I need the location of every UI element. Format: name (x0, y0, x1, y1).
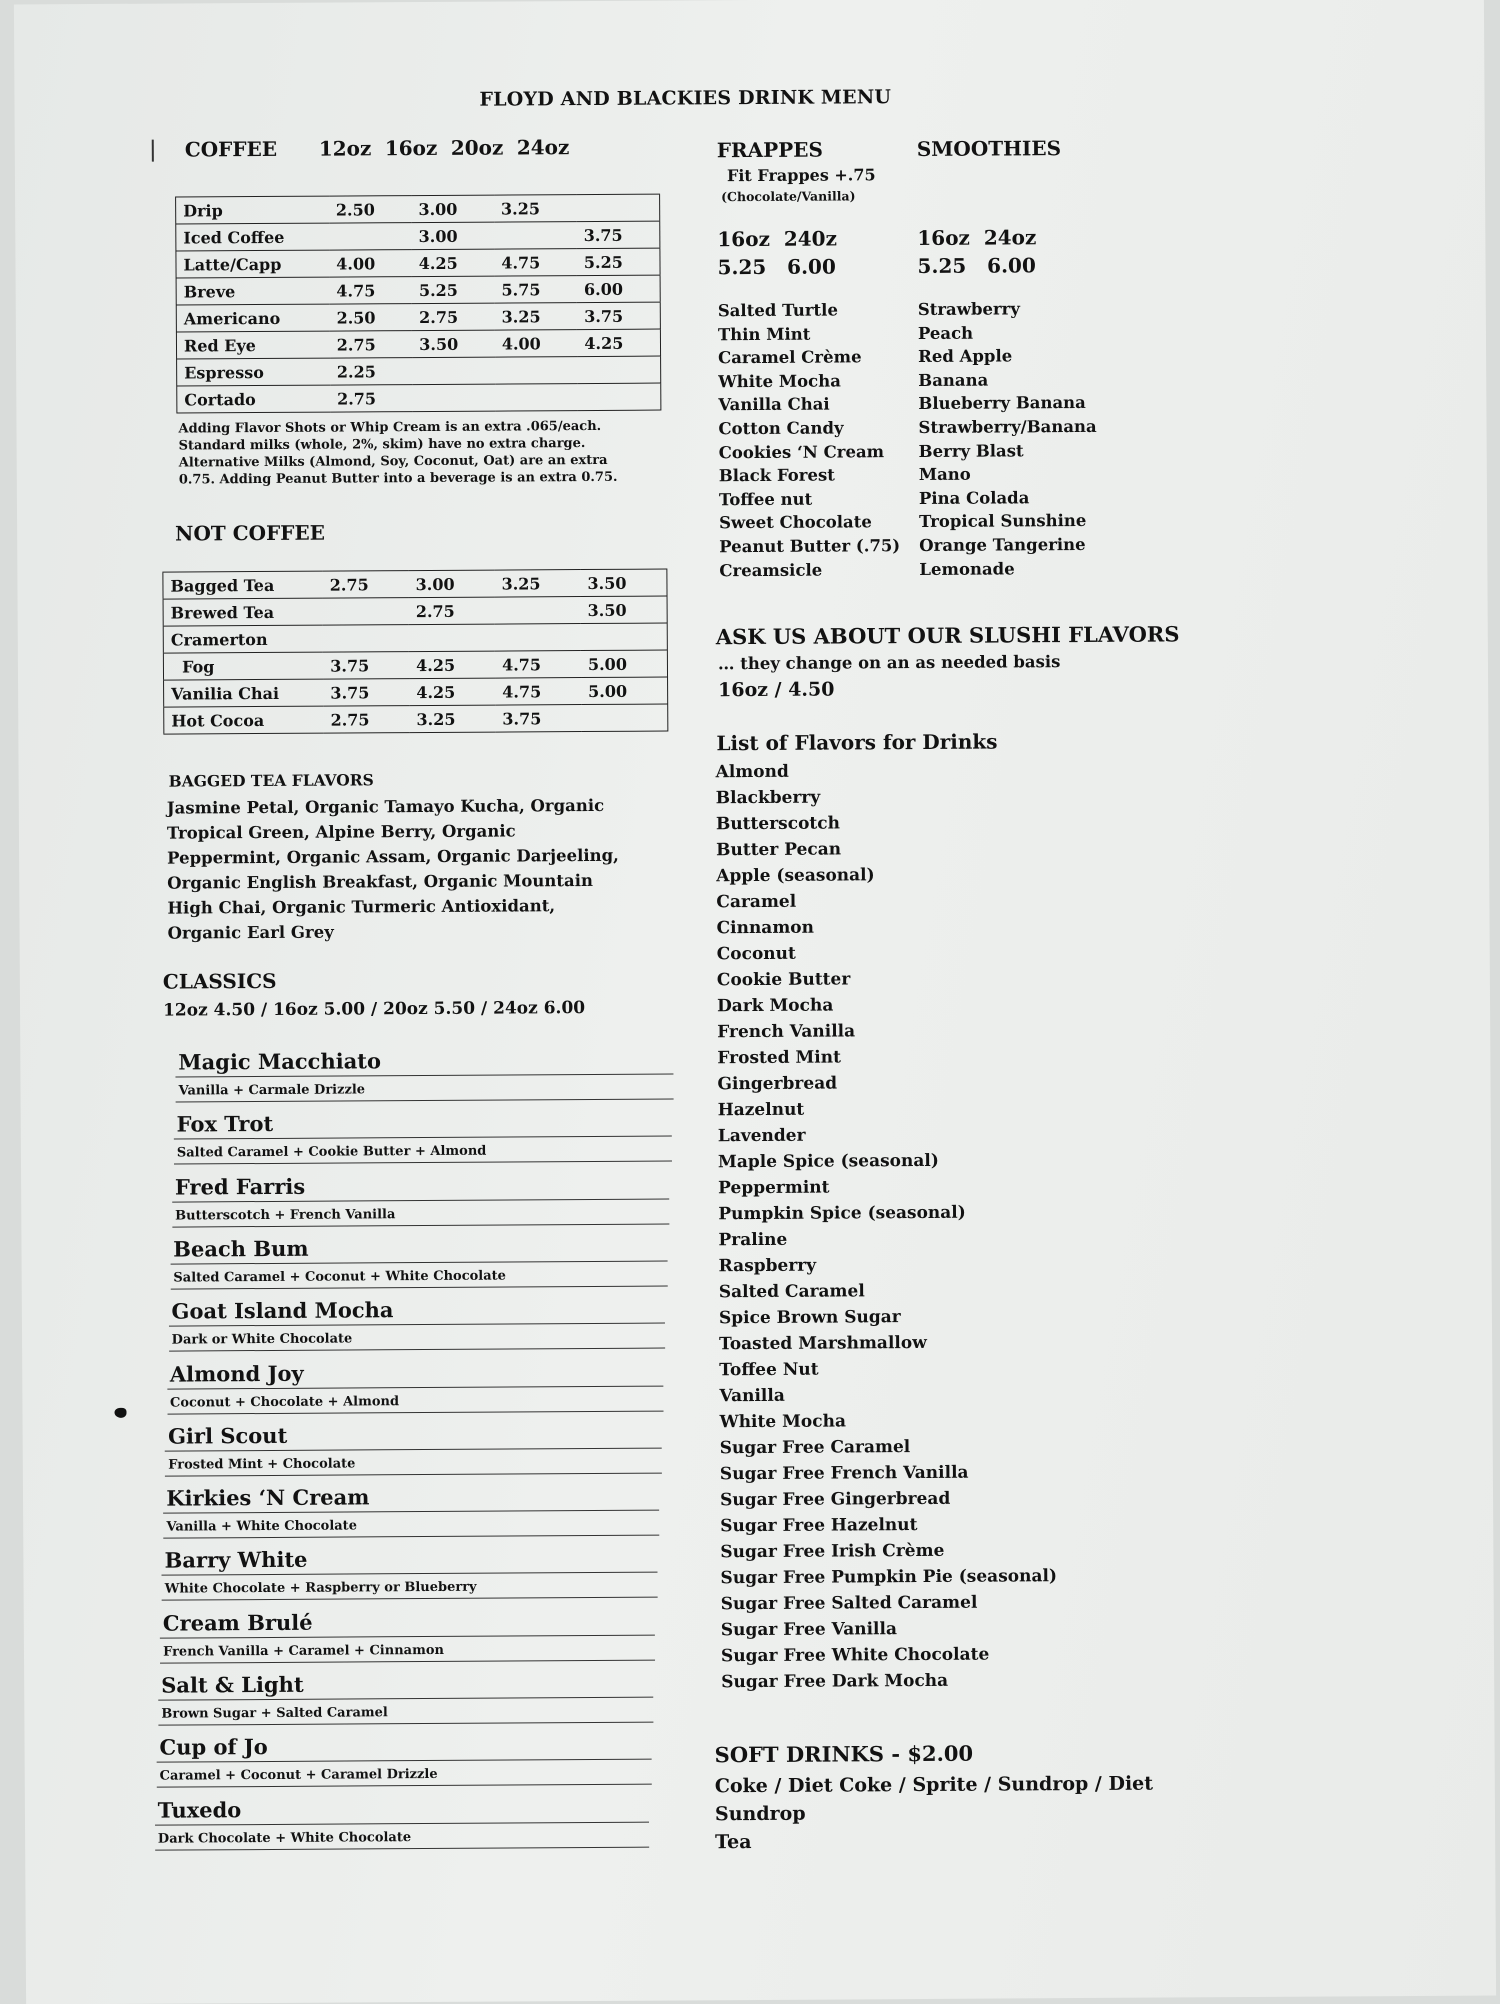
classic-desc: Dark or White Chocolate (169, 1327, 666, 1352)
drink-flavor-list (716, 757, 1058, 1695)
price-cell (409, 624, 495, 652)
frappe-flavor: Cotton Candy (718, 418, 844, 439)
price-cell (412, 357, 495, 385)
price-cell: 2.75 (330, 331, 413, 359)
price-row (177, 356, 661, 386)
classic-item (174, 1108, 672, 1165)
not-coffee-price-table (162, 569, 668, 735)
price-row (163, 569, 667, 599)
classics-prices: 12oz 4.50 / 16oz 5.00 / 20oz 5.50 / 24oz 6.00 (162, 998, 586, 1021)
slushi-heading: ASK US ABOUT OUR SLUSHI FLAVORS (715, 621, 1180, 650)
price-cell: 4.25 (409, 678, 495, 706)
price-cell: 4.25 (412, 249, 495, 277)
drink-name: Americano (176, 304, 329, 332)
classic-name: Beach Bum (170, 1232, 667, 1264)
drink-name: Vanilia Chai (164, 679, 324, 707)
price-cell: 3.50 (580, 569, 667, 597)
drink-name: Red Eye (176, 331, 329, 359)
size-20oz: 20oz (450, 135, 504, 160)
smoothie-flavor: Red Apple (918, 346, 1013, 367)
size-16oz: 16oz (384, 135, 438, 161)
coffee-price-table (175, 194, 661, 414)
smoothie-flavor: Pina Colada (918, 488, 1030, 508)
flavor-item: Sugar Free Salted Caramel (720, 1592, 978, 1615)
price-cell: 3.50 (412, 330, 495, 358)
soft-drink-line: Coke / Diet Coke / Sprite / Sundrop / Diet (714, 1772, 1154, 1798)
flavor-item: Sugar Free Gingerbread (719, 1488, 951, 1511)
tea-line: Organic English Breakfast, Organic Mountain (167, 870, 593, 893)
price-cell: 4.00 (495, 330, 578, 358)
classic-name: Fox Trot (174, 1108, 672, 1140)
tea-flavors-heading: BAGGED TEA FLAVORS (168, 770, 374, 791)
classic-desc: Dark Chocolate + White Chocolate (155, 1825, 650, 1850)
price-cell: 5.25 (577, 248, 660, 276)
classic-item (165, 1419, 662, 1476)
classic-desc: Vanilla + Carmale Drizzle (175, 1077, 673, 1102)
drink-name: Fog (163, 652, 323, 680)
smoothie-flavor: Mano (918, 464, 971, 485)
drink-name: Iced Coffee (176, 223, 329, 251)
price-cell (412, 384, 495, 412)
price-cell: 4.75 (329, 277, 412, 305)
classic-item (162, 1544, 658, 1601)
flavor-item: Praline (718, 1229, 788, 1251)
flavor-item: Almond (715, 761, 789, 783)
price-cell: 3.00 (409, 570, 495, 598)
flavor-item: Sugar Free Hazelnut (720, 1515, 918, 1537)
price-cell: 2.75 (412, 303, 495, 331)
tea-line: High Chai, Organic Turmeric Antioxidant, (167, 896, 556, 918)
note-line: Standard milks (whole, 2%, skim) have no extra charge. (178, 436, 586, 454)
price-cell (495, 597, 581, 625)
drink-name: Cortado (177, 385, 330, 413)
smoothie-flavor: Peach (917, 323, 974, 343)
price-cell: 2.50 (329, 196, 412, 224)
flavor-item: Butter Pecan (716, 839, 842, 861)
flavor-item: Hazelnut (717, 1099, 805, 1121)
classic-desc: Caramel + Coconut + Caramel Drizzle (157, 1763, 652, 1788)
size-24oz: 24oz (516, 135, 570, 160)
price-cell (494, 222, 577, 250)
flavor-item: Sugar Free Dark Mocha (721, 1670, 949, 1693)
price-row (164, 704, 668, 734)
smoothie-flavor-list (918, 297, 1098, 581)
price-cell: 2.50 (329, 304, 412, 332)
price-cell: 3.75 (577, 221, 660, 249)
price-cell (578, 383, 661, 411)
soft-drink-line: Sundrop (714, 1802, 806, 1826)
price-cell: 2.75 (323, 571, 409, 599)
tea-line: Tropical Green, Alpine Berry, Organic (166, 821, 516, 843)
flavor-item: Pumpkin Spice (seasonal) (718, 1202, 966, 1225)
smoothie-flavor: Strawberry/Banana (918, 416, 1097, 437)
price-cell: 4.25 (409, 651, 495, 679)
soft-drinks-list (715, 1770, 1154, 1857)
classic-desc: Salted Caramel + Cookie Butter + Almond (174, 1140, 672, 1165)
price-cell: 5.25 (412, 276, 495, 304)
slushi-note: … they change on an as needed basis (717, 652, 1061, 674)
price-cell (329, 223, 412, 251)
frappe-flavor: Thin Mint (717, 324, 811, 344)
frappe-flavor: Vanilla Chai (718, 394, 830, 415)
price-cell: 2.75 (323, 706, 409, 734)
flavor-item: Toffee Nut (719, 1359, 819, 1381)
flavor-item: White Mocha (719, 1411, 847, 1433)
classic-item (158, 1669, 653, 1726)
frappe-sizes: 16oz 240z (717, 226, 837, 252)
drink-name: Latte/Capp (176, 250, 329, 278)
classic-name: Magic Macchiato (175, 1046, 673, 1078)
classic-name: Girl Scout (165, 1419, 661, 1451)
drink-name: Breve (176, 277, 329, 305)
classic-desc: Brown Sugar + Salted Caramel (158, 1701, 653, 1726)
smoothie-flavor: Tropical Sunshine (919, 511, 1087, 532)
price-row (176, 221, 660, 251)
price-cell: 3.75 (577, 302, 660, 330)
margin-mark (152, 140, 154, 162)
price-cell: 3.25 (495, 303, 578, 331)
flavor-item: Vanilla (719, 1385, 785, 1407)
smoothie-prices: 5.25 6.00 (917, 253, 1036, 278)
flavor-item: Salted Caramel (718, 1281, 865, 1303)
frappe-flavor: Peanut Butter (.75) (719, 536, 901, 557)
price-cell: 3.25 (494, 195, 577, 223)
soft-drinks-heading: SOFT DRINKS - $2.00 (714, 1740, 974, 1768)
flavor-item: Spice Brown Sugar (718, 1307, 901, 1329)
price-row (163, 650, 667, 680)
flavor-item: Lavender (717, 1125, 806, 1147)
price-row (177, 383, 661, 413)
frappe-flavor-list (718, 298, 901, 582)
price-cell: 4.75 (495, 678, 581, 706)
size-12oz: 12oz (318, 136, 372, 161)
price-cell (581, 623, 668, 651)
drink-name: Cramerton (163, 625, 323, 653)
frappes-heading: FRAPPES (716, 137, 823, 163)
price-cell (495, 384, 578, 412)
classic-desc: White Chocolate + Raspberry or Blueberry (162, 1576, 658, 1601)
classic-name: Cream Brulé (160, 1606, 655, 1638)
soft-drink-line: Tea (715, 1831, 752, 1854)
fit-frappes-sub: (Chocolate/Vanilla) (721, 188, 856, 205)
smoothie-flavor: Berry Blast (918, 440, 1024, 461)
flavor-item: Sugar Free Vanilla (720, 1619, 898, 1641)
flavor-item: French Vanilla (717, 1021, 856, 1043)
price-cell: 4.75 (494, 249, 577, 277)
price-cell (323, 625, 409, 653)
smoothie-sizes: 16oz 24oz (917, 225, 1037, 250)
tea-flavors-list (167, 792, 728, 945)
flavor-item: Apple (seasonal) (716, 865, 875, 887)
smoothie-flavor: Blueberry Banana (918, 393, 1086, 414)
flavor-item: Maple Spice (seasonal) (717, 1150, 939, 1173)
flavor-item: Dark Mocha (716, 995, 834, 1017)
price-row (176, 302, 660, 332)
classic-name: Almond Joy (167, 1357, 664, 1389)
price-cell: 2.75 (330, 385, 413, 413)
price-cell: 3.75 (323, 652, 409, 680)
price-cell: 5.00 (581, 650, 668, 678)
fit-frappes: Fit Frappes +.75 (726, 165, 876, 186)
note-line: Alternative Milks (Almond, Soy, Coconut, Oat) are an extra (178, 452, 608, 471)
classic-item (172, 1170, 670, 1227)
price-cell (495, 357, 578, 385)
frappe-flavor: Black Forest (718, 465, 835, 486)
classic-desc: Butterscotch + French Vanilla (172, 1202, 670, 1227)
price-cell (323, 598, 409, 626)
price-row (176, 194, 660, 224)
not-coffee-heading: NOT COFFEE (175, 520, 325, 546)
flavor-item: Cinnamon (716, 917, 815, 939)
classic-name: Tuxedo (155, 1793, 650, 1825)
classic-item (168, 1295, 665, 1352)
price-cell: 4.00 (329, 250, 412, 278)
classics-heading: CLASSICS (162, 968, 277, 994)
note-line: 0.75. Adding Peanut Butter into a beverage is an extra 0.75. (178, 469, 618, 488)
price-cell: 5.00 (581, 677, 668, 705)
flavor-item: Caramel (716, 891, 797, 913)
classic-item (155, 1793, 650, 1850)
slushi-price: 16oz / 4.50 (718, 678, 835, 702)
classic-item (167, 1357, 664, 1414)
price-cell: 3.75 (323, 679, 409, 707)
price-row (176, 275, 660, 305)
flavor-item: Frosted Mint (717, 1047, 842, 1069)
price-cell: 3.25 (409, 705, 495, 733)
drink-name: Espresso (177, 358, 330, 386)
price-cell: 3.25 (494, 570, 580, 598)
price-cell: 5.75 (494, 276, 577, 304)
menu-title: FLOYD AND BLACKIES DRINK MENU (479, 86, 892, 111)
classic-item (175, 1046, 673, 1103)
flavor-item: Cookie Butter (716, 969, 851, 991)
price-cell: 3.00 (412, 222, 495, 250)
flavor-item: Toasted Marshmallow (719, 1332, 927, 1355)
menu-sheet (14, 0, 1496, 2004)
frappe-flavor: Creamsicle (719, 560, 823, 580)
classic-name: Cup of Jo (156, 1731, 651, 1763)
coffee-heading: COFFEE (184, 136, 278, 162)
drink-name: Hot Cocoa (164, 706, 324, 734)
flavor-list-heading: List of Flavors for Drinks (716, 729, 998, 756)
tea-line: Jasmine Petal, Organic Tamayo Kucha, Organic (166, 795, 605, 818)
tea-line: Peppermint, Organic Assam, Organic Darjeeling, (167, 845, 619, 868)
price-cell: 6.00 (577, 275, 660, 303)
frappe-flavor: Caramel Crème (718, 347, 862, 368)
classic-name: Barry White (162, 1544, 658, 1576)
classic-item (156, 1731, 651, 1788)
flavor-item: Coconut (716, 943, 796, 965)
frappe-flavor: White Mocha (718, 371, 841, 391)
price-row (176, 329, 660, 359)
flavor-item: Sugar Free White Chocolate (720, 1644, 990, 1667)
frappe-flavor: Cookies ‘N Cream (718, 441, 885, 462)
price-row (164, 677, 668, 707)
frappe-flavor: Salted Turtle (717, 300, 838, 321)
coffee-header (185, 135, 583, 161)
frappe-flavor: Sweet Chocolate (719, 512, 872, 533)
smoothie-flavor: Lemonade (919, 558, 1015, 579)
flavor-item: Sugar Free Irish Crème (720, 1540, 945, 1563)
classic-desc: Coconut + Chocolate + Almond (167, 1389, 664, 1414)
classic-item (170, 1232, 667, 1289)
frappe-prices: 5.25 6.00 (717, 254, 836, 280)
classic-name: Salt & Light (158, 1669, 653, 1701)
price-row (163, 596, 667, 626)
flavor-item: Sugar Free Caramel (719, 1437, 911, 1459)
classic-name: Fred Farris (172, 1170, 670, 1202)
flavor-item: Sugar Free French Vanilla (719, 1462, 969, 1485)
flavor-item: Peppermint (718, 1177, 830, 1199)
classic-desc: French Vanilla + Caramel + Cinnamon (160, 1638, 655, 1663)
classic-item (163, 1482, 659, 1539)
smoothie-flavor: Strawberry (917, 299, 1020, 319)
classic-desc: Salted Caramel + Coconut + White Chocolate (170, 1264, 667, 1289)
price-cell: 3.50 (581, 596, 668, 624)
price-cell: 4.25 (577, 329, 660, 357)
drink-name: Brewed Tea (163, 598, 323, 626)
coffee-note (178, 417, 678, 488)
classic-name: Goat Island Mocha (168, 1295, 665, 1327)
price-row (163, 623, 667, 653)
price-cell: 2.75 (409, 597, 495, 625)
classic-desc: Vanilla + White Chocolate (163, 1514, 659, 1539)
drink-name: Bagged Tea (163, 571, 323, 599)
smoothie-flavor: Banana (918, 370, 989, 390)
tea-line: Organic Earl Grey (167, 922, 334, 943)
note-line: Adding Flavor Shots or Whip Cream is an extra .065/each. (178, 418, 602, 437)
frappe-flavor: Toffee nut (718, 489, 813, 509)
price-cell (576, 194, 659, 222)
price-cell: 2.25 (330, 358, 413, 386)
price-cell (577, 356, 660, 384)
flavor-item: Sugar Free Pumpkin Pie (seasonal) (720, 1566, 1058, 1589)
ink-blot (114, 1408, 126, 1418)
price-cell (495, 624, 581, 652)
smoothies-heading: SMOOTHIES (916, 136, 1062, 161)
flavor-item: Blackberry (715, 787, 821, 809)
smoothie-flavor: Orange Tangerine (919, 534, 1086, 555)
classic-name: Kirkies ‘N Cream (163, 1482, 659, 1514)
flavor-item: Raspberry (718, 1255, 817, 1277)
price-cell: 3.00 (411, 195, 494, 223)
price-cell (581, 704, 668, 732)
classic-item (160, 1606, 656, 1663)
drink-name: Drip (176, 196, 329, 224)
flavor-item: Butterscotch (715, 813, 841, 835)
price-cell: 4.75 (495, 651, 581, 679)
classic-desc: Frosted Mint + Chocolate (165, 1451, 661, 1476)
price-row (176, 248, 660, 278)
price-cell: 3.75 (495, 705, 581, 733)
flavor-item: Gingerbread (717, 1073, 838, 1095)
